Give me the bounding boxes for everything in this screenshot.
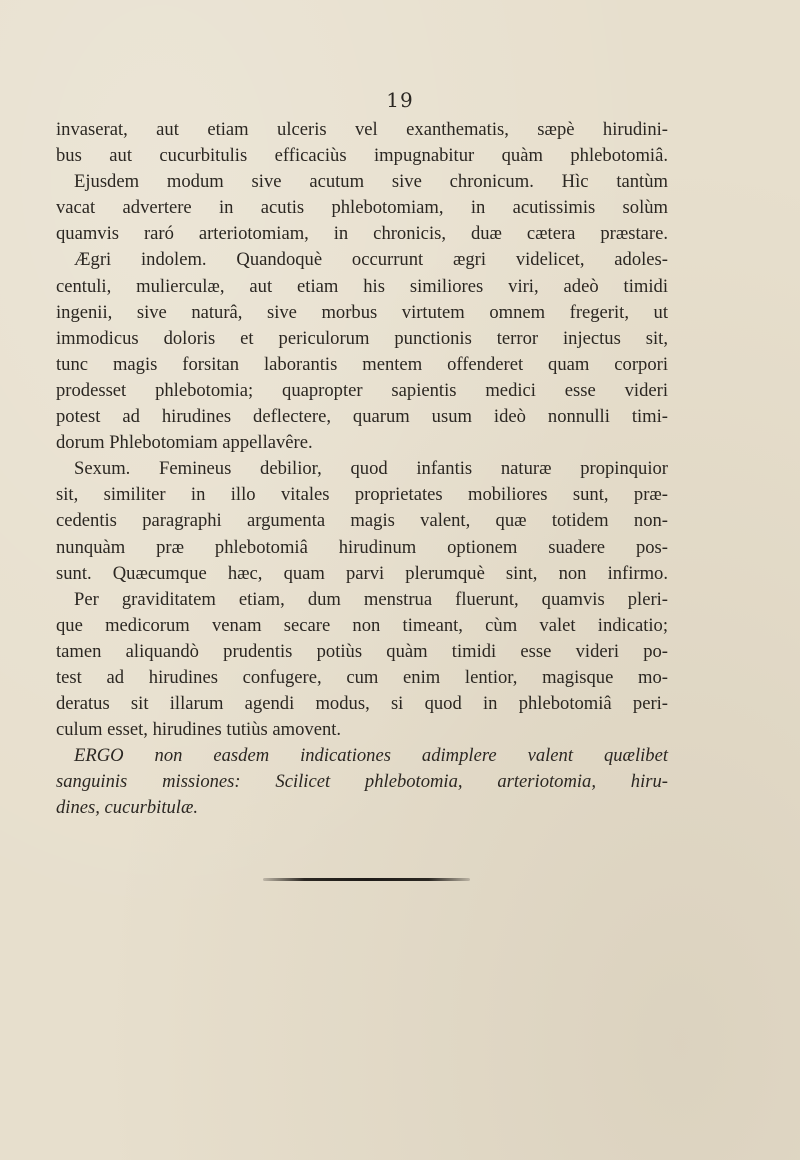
text-line: centuli, mulierculæ, aut etiam his similiores viri, adeò timidi (56, 275, 668, 297)
text-line: que medicorum venam secare non timeant, cùm valet indicatio; (56, 614, 668, 636)
text-line: sunt. Quæcumque hæc, quam parvi plerumquè sint, non infirmo. (56, 562, 668, 584)
text-line: invaserat, aut etiam ulceris vel exanthematis, sæpè hirudini- (56, 119, 668, 140)
conclusion-line: dines, cucurbitulæ. (56, 797, 199, 819)
text-line: Ejusdem modum sive acutum sive chronicum. Hìc tantùm (74, 171, 668, 193)
ornamental-rule (263, 878, 470, 881)
text-line: nunquàm præ phlebotomiâ hirudinum optionem suadere pos- (56, 536, 668, 558)
text-line: potest ad hirudines deflectere, quarum usum ideò nonnulli timi- (56, 406, 668, 428)
text-line: vacat advertere in acutis phlebotomiam, in acutissimis solùm (56, 197, 668, 219)
text-line: Per graviditatem etiam, dum menstrua fluerunt, quamvis pleri- (74, 588, 668, 610)
text-line: dorum Phlebotomiam appellavêre. (56, 432, 313, 454)
conclusion-line: ERGO non easdem indicationes adimplere valent quælibet (74, 745, 668, 767)
text-line: tamen aliquandò prudentis potiùs quàm timidi esse videri po- (56, 640, 668, 662)
text-line: test ad hirudines confugere, cum enim lentior, magisque mo- (56, 666, 668, 688)
text-line: immodicus doloris et periculorum punctionis terror injectus sit, (56, 327, 668, 349)
text-line: prodesset phlebotomia; quapropter sapientis medici esse videri (56, 379, 668, 401)
text-line: cedentis paragraphi argumenta magis valent, quæ totidem non- (56, 510, 668, 532)
page-body (56, 117, 668, 822)
text-line: sit, similiter in illo vitales proprietates mobiliores sunt, præ- (56, 484, 668, 506)
conclusion-line: sanguinis missiones: Scilicet phlebotomia, arteriotomia, hiru- (56, 771, 668, 793)
text-line: tunc magis forsitan laborantis mentem offenderet quam corpori (56, 353, 668, 375)
text-line: Sexum. Femineus debilior, quod infantis naturæ propinquior (74, 458, 668, 480)
page-number: 19 (386, 88, 414, 112)
text-line: quamvis raró arteriotomiam, in chronicis, duæ cætera præstare. (56, 223, 668, 245)
text-line: deratus sit illarum agendi modus, si quod in phlebotomiâ peri- (56, 693, 668, 715)
text-line: culum esset, hirudines tutiùs amovent. (56, 719, 342, 741)
text-line: bus aut cucurbitulis efficaciùs impugnabitur quàm phlebotomiâ. (56, 145, 668, 167)
text-line: Ægri indolem. Quandoquè occurrunt ægri videlicet, adoles- (74, 249, 668, 271)
text-line: ingenii, sive naturâ, sive morbus virtutem omnem fregerit, ut (56, 301, 668, 323)
